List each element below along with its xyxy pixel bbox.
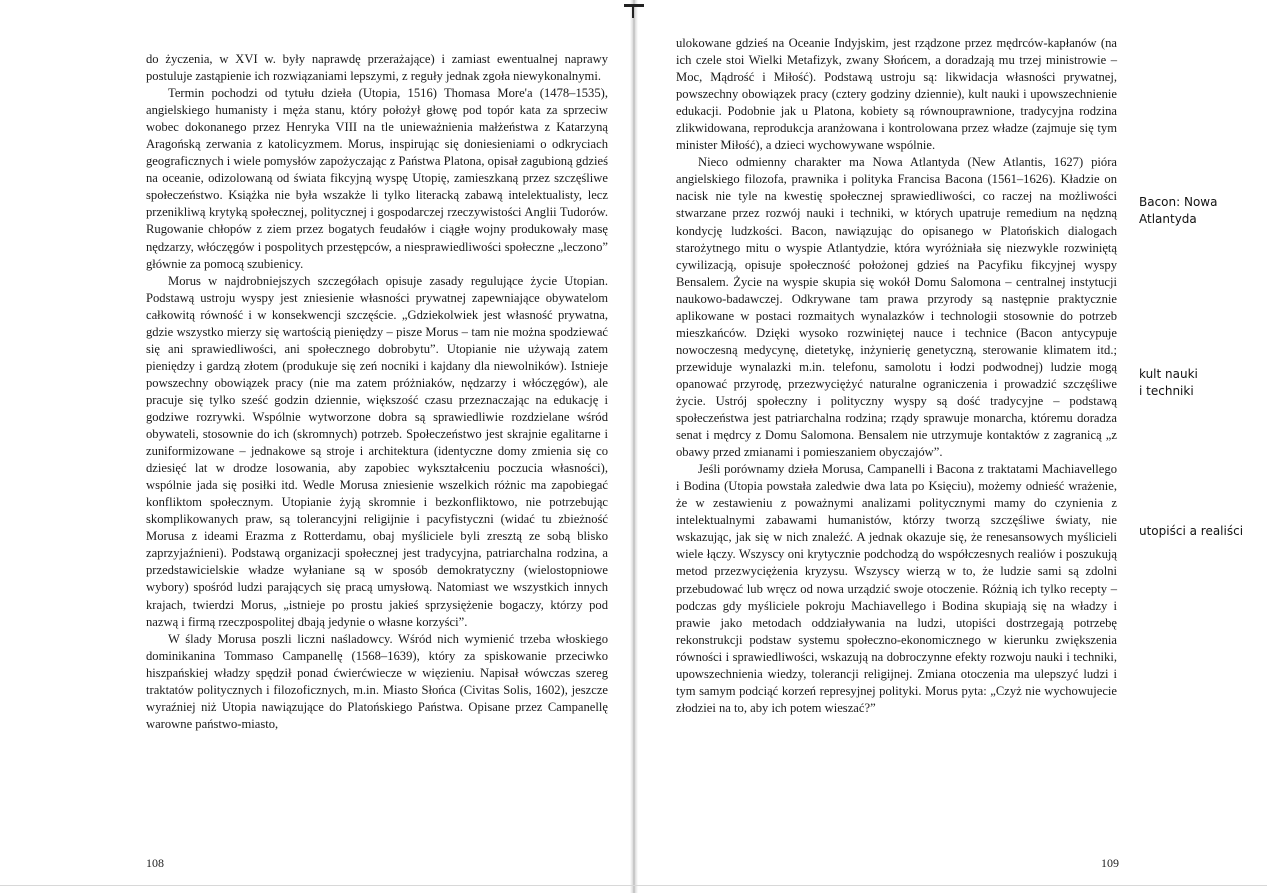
- left-paragraph-4: W ślady Morusa poszli liczni naśladowcy. Wśród nich wymienić trzeba włoskiego dominikanina Tommaso Campanellę (1568–1639), który za spiskowanie przeciwko hiszpańskiej władzy spędził ponad ćwierćwiecze w więzieniu. Napisał wówczas szereg traktatów politycznych i filozoficznych, m.in. Miasto Słońca (Civitas Solis, 1602), jeszcze wyraźniej niż Utopia nawiązujące do Platońskiego Państwa. Opisane przez Campanellę warowne państwo-miasto,: [146, 631, 608, 731]
- right-paragraph-3: Jeśli porównamy dzieła Morusa, Campanelli i Bacona z traktatami Machiavellego i Bodina (Utopia powstała zaledwie dwa lata po Księciu), możemy odnieść wrażenie, że w zestawieniu z poważnymi analizami politycznymi mamy do czynienia z intelektualnymi zabawami humanistów, którzy tworzą szczęśliwe światy, nie wskazując, jak się w nich znaleźć. A jednak okazuje się, że renesansowych myślicieli wiele łączy. Wszyscy oni krytycznie podchodzą do współczesnych realiów i poszukują metod przezwyciężenia kryzysu. Wszyscy wierzą w to, że ludzie sami są zdolni przebudować lub wręcz od nowa urządzić swoje otoczenie. Różnią ich tylko recepty – podczas gdy myśliciele pokroju Machiavellego i Bodina skupiają się na władzy i prawie jako metodach oddziaływania na ludzi, utopiści dostrzegają potrzebę rekonstrukcji podstaw systemu społeczno-ekonomicznego w kierunku zwiększenia równości i sprawiedliwości, wskazują na dobroczynne efekty rozwoju nauki i techniki, upowszechnienia wiedzy, tolerancji religijnej. Zmiana otoczenia ma ulepszyć ludzi i tym samym podciąć korzeń represyjnej polityki. Morus pyta: „Czyż nie wychowujecie złodziei na to, aby ich potem wieszać?”: [676, 462, 1117, 715]
- right-paragraph-1: ulokowane gdzieś na Oceanie Indyjskim, jest rządzone przez mędrców-kapłanów (na ich czele stoi Wielki Metafizyk, zwany Słońcem, a doradzają mu trzej ministrowie – Moc, Mądrość i Miłość). Podstawą ustroju są: likwidacja własności prywatnej, powszechny obowiązek pracy (cztery godziny dziennie), kult nauki i upowszechnienie edukacji. Podobnie jak u Platona, kobiety są równouprawnione, tradycyjna rodzina zlikwidowana, reprodukcja aranżowana i kontrolowana przez władze (zajmuje się tym minister Miłość), a dzieci wychowywane wspólnie.: [676, 36, 1117, 153]
- left-body-text: [146, 51, 608, 733]
- right-body-text: [676, 35, 1117, 717]
- left-paragraph-2: Termin pochodzi od tytułu dzieła (Utopia, 1516) Thomasa More'a (1478–1535), angielskiego humanisty i męża stanu, który położył głowę pod topór kata za sprzeciw wobec dokonanego przez Henryka VIII na tle unieważnienia małżeństwa z Katarzyną Aragońską zerwania z katolicyzmem. Morus, inspirując się doniesieniami o odkryciach geograficznych i wiele pomysłów zapożyczając z Państwa Platona, opisał zagubioną gdzieś na oceanie, odizolowaną od świata fikcyjną wyspę Utopię, zamieszkaną przez szczęśliwe społeczeństwo. Książka nie była wszakże li tylko literacką zabawą intelektualisty, lecz przenikliwą krytyką społecznej, politycznej i gospodarczej rzeczywistości Anglii Tudorów. Rugowanie chłopów z ziem przez bogatych feudałów i ciągłe wojny produkowały masę nędzarzy, włóczęgów i pospolitych przestępców, a niesprawiedliwości społeczne „leczono” głównie za pomocą szubienicy.: [146, 86, 608, 271]
- page-number-left: 108: [146, 856, 164, 870]
- margin-note-bacon: Bacon: Nowa Atlantyda: [1139, 195, 1218, 226]
- margin-note-kult-nauki: kult nauki i techniki: [1139, 367, 1198, 398]
- page-number-right: 109: [1101, 856, 1119, 870]
- margin-note-utopisci: utopiści a realiści: [1139, 524, 1244, 538]
- right-paragraph-2: Nieco odmienny charakter ma Nowa Atlantyda (New Atlantis, 1627) pióra angielskiego filozofa, prawnika i polityka Francisa Bacona (1561–1626). Kładzie on nacisk nie tyle na kwestię społecznej sprawiedliwości, co raczej na możliwości stwarzane przez rozwój nauki i techniki, w których upatruje remedium na nędzną kondycję ludzkości. Bacon, nawiązując do opisanego w Platońskich dialogach starożytnego mitu o wyspie Atlantydzie, która wyróżniała się niezwykle rozwiniętą cywilizacją, opisuje społeczność położonej gdzieś na Pacyfiku fikcyjnej wyspy Bensalem. Życie na wyspie skupia się wokół Domu Salomona – centralnej instytucji naukowo-badawczej. Odkrywane tam prawa przyrody są następnie praktycznie aplikowane w postaci rozmaitych wynalazków i technologii stosownie do potrzeb mieszkańców. Dzięki wysoko rozwiniętej nauce i technice (Bacon antycypuje nowoczesną medycynę, dietetykę, inżynierię genetyczną, sterowanie klimatem itd.; przewiduje wynalazki m.in. telefonu, samolotu i łodzi podwodnej) ludzie mogą opanować przyrodę, przezwyciężyć naturalne ograniczenia i prowadzić szczęśliwe życie. Ustrój społeczny i polityczny wyspy są dość tradycyjne – podstawą społeczeństwa jest patriarchalna rodzina; rządy sprawuje monarcha, któremu doradza senat i mędrcy z Domu Salomona. Bensalem nie utrzymuje kontaktów z zagranicą „z obawy przed zmianami i pomieszaniem obyczajów”.: [676, 155, 1117, 460]
- left-paragraph-1: do życzenia, w XVI w. były naprawdę przerażające) i zamiast ewentualnej naprawy postuluje zastąpienie ich rozwiązaniami lepszymi, z reguły jednak zgoła niewykonalnymi.: [146, 52, 608, 84]
- bottom-scan-edge: [0, 885, 1267, 886]
- left-paragraph-3: Morus w najdrobniejszych szczegółach opisuje zasady regulujące życie Utopian. Podstawą ustroju wyspy jest zniesienie własności prywatnej zapewniające obywatelom całkowitą równość i w konsekwencji szczęście. „Gdziekolwiek jest własność prywatna, gdzie wszystko mierzy się wartością pieniędzy – pisze Morus – tam nie można spodziewać się ani sprawiedliwości, ani społecznego dobrobytu”. Utopianie nie używają zatem pieniędzy i gardzą złotem (produkuje się zeń nocniki i kajdany dla niewolników). Istnieje powszechny obowiązek pracy (nie ma zatem próżniaków, nędzarzy i włóczęgów), ale pracuje się tylko sześć godzin dziennie, większość czasu przeznaczając na edukację i godziwe rozrywki. Wspólnie wytworzone dobra są sprawiedliwie rozdzielane wśród obywateli, stosownie do ich (skromnych) potrzeb. Społeczeństwo jest skrajnie egalitarne i zuniformizowane – jednakowe są stroje i architektura (identyczne domy zmienia się co dziesięć lat w drodze losowania, aby zapobiec wykształceniu poczucia własności), wspólnie jada się posiłki itd. Wedle Morusa zniesienie wszelkich różnic ma zapobiegać konfliktom społecznym. Utopianie żyją skromnie i bezkonfliktowo, nie potrzebując skomplikowanych praw, są tolerancyjni religijnie i pacyfistyczni (widać tu zbieżność Morusa z ideami Erazma z Rotterdamu, obaj myśliciele byli zresztą ze sobą blisko zaprzyjaźnieni). Podstawą organizacji społecznej jest tradycyjna, patriarchalna rodzina, a przedstawicielskie władze wyłaniane są w sposób demokratyczny (wielostopniowe wybory) spośród ludzi parających się pracą umysłową. Natomiast we wszystkich innych krajach, twierdzi Morus, „istnieje po prostu jakieś sprzysiężenie bogaczy, którzy pod nazwą i firmą rzeczpospolitej dbają jedynie o własne korzyści”.: [146, 273, 608, 629]
- left-page: [0, 0, 632, 893]
- gutter-stem: [632, 4, 634, 18]
